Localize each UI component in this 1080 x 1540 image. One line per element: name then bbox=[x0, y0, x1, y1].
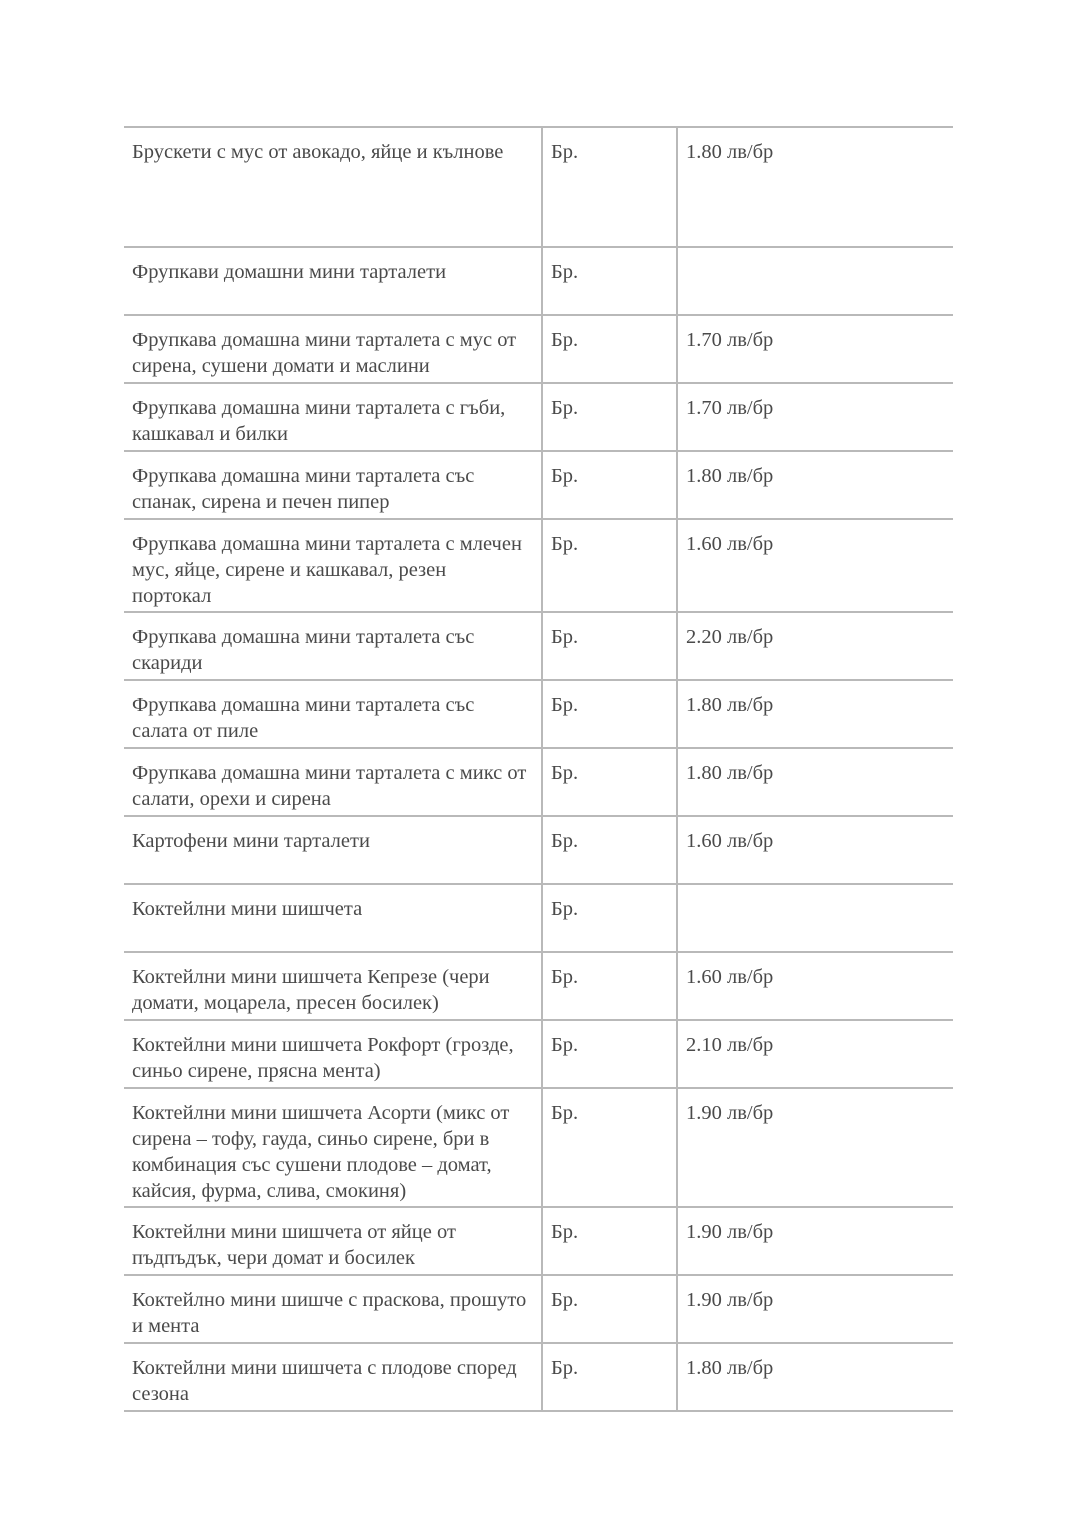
table-row bbox=[124, 612, 953, 680]
item-name: Фрупкава домашна мини тарталета с гъби, кашкавал и билки bbox=[124, 383, 542, 451]
item-price: 1.90 лв/бр bbox=[677, 1275, 953, 1343]
item-price: 1.80 лв/бр bbox=[677, 680, 953, 748]
table-row bbox=[124, 748, 953, 816]
item-name: Брускети с мус от авокадо, яйце и кълнове bbox=[124, 127, 542, 247]
item-unit: Бр. bbox=[542, 612, 677, 680]
table-row bbox=[124, 451, 953, 519]
item-price: 1.80 лв/бр bbox=[677, 748, 953, 816]
table-row bbox=[124, 680, 953, 748]
item-unit: Бр. bbox=[542, 315, 677, 383]
item-unit: Бр. bbox=[542, 519, 677, 612]
item-price: 1.60 лв/бр bbox=[677, 952, 953, 1020]
item-name: Коктейлни мини шишчета Рокфорт (грозде, синьо сирене, прясна мента) bbox=[124, 1020, 542, 1088]
item-name: Коктейлни мини шишчета bbox=[124, 884, 542, 952]
item-unit: Бр. bbox=[542, 127, 677, 247]
table-row bbox=[124, 519, 953, 612]
item-price: 1.60 лв/бр bbox=[677, 816, 953, 884]
item-price: 1.80 лв/бр bbox=[677, 127, 953, 247]
table-row bbox=[124, 247, 953, 315]
table-row bbox=[124, 1207, 953, 1275]
item-name: Фрупкава домашна мини тарталета със спанак, сирена и печен пипер bbox=[124, 451, 542, 519]
item-unit: Бр. bbox=[542, 1275, 677, 1343]
item-price: 1.90 лв/бр bbox=[677, 1088, 953, 1207]
item-price: 2.10 лв/бр bbox=[677, 1020, 953, 1088]
item-unit: Бр. bbox=[542, 451, 677, 519]
item-unit: Бр. bbox=[542, 952, 677, 1020]
table-row bbox=[124, 1088, 953, 1207]
item-unit: Бр. bbox=[542, 1088, 677, 1207]
item-name: Коктейлни мини шишчета Асорти (микс от сирена – тофу, гауда, синьо сирене, бри в комбинация със сушени плодове – домат, кайсия, фурма, слива, смокиня) bbox=[124, 1088, 542, 1207]
item-unit: Бр. bbox=[542, 748, 677, 816]
item-unit: Бр. bbox=[542, 383, 677, 451]
item-unit: Бр. bbox=[542, 816, 677, 884]
item-price bbox=[677, 884, 953, 952]
item-name: Фрупкава домашна мини тарталета със салата от пиле bbox=[124, 680, 542, 748]
price-table bbox=[124, 126, 953, 1412]
table-row bbox=[124, 1343, 953, 1411]
item-price: 1.90 лв/бр bbox=[677, 1207, 953, 1275]
item-name: Фрупкава домашна мини тарталета със скариди bbox=[124, 612, 542, 680]
table-row bbox=[124, 952, 953, 1020]
item-unit: Бр. bbox=[542, 1020, 677, 1088]
item-unit: Бр. bbox=[542, 680, 677, 748]
item-unit: Бр. bbox=[542, 1343, 677, 1411]
item-unit: Бр. bbox=[542, 1207, 677, 1275]
item-price: 1.70 лв/бр bbox=[677, 315, 953, 383]
table-row bbox=[124, 1020, 953, 1088]
item-name: Фрупкави домашни мини тарталети bbox=[124, 247, 542, 315]
item-price bbox=[677, 247, 953, 315]
item-name: Коктейлни мини шишчета от яйце от пъдпъдък, чери домат и босилек bbox=[124, 1207, 542, 1275]
item-price: 1.80 лв/бр bbox=[677, 451, 953, 519]
item-price: 1.60 лв/бр bbox=[677, 519, 953, 612]
item-unit: Бр. bbox=[542, 884, 677, 952]
item-name: Коктейлни мини шишчета с плодове според сезона bbox=[124, 1343, 542, 1411]
item-price: 1.70 лв/бр bbox=[677, 383, 953, 451]
item-unit: Бр. bbox=[542, 247, 677, 315]
item-name: Фрупкава домашна мини тарталета с мус от сирена, сушени домати и маслини bbox=[124, 315, 542, 383]
item-name: Коктейлни мини шишчета Кепрезе (чери домати, моцарела, пресен босилек) bbox=[124, 952, 542, 1020]
table-row bbox=[124, 127, 953, 247]
item-name: Фрупкава домашна мини тарталета с микс от салати, орехи и сирена bbox=[124, 748, 542, 816]
item-price: 2.20 лв/бр bbox=[677, 612, 953, 680]
table-row bbox=[124, 816, 953, 884]
item-name: Картофени мини тарталети bbox=[124, 816, 542, 884]
item-price: 1.80 лв/бр bbox=[677, 1343, 953, 1411]
table-row bbox=[124, 315, 953, 383]
table-row bbox=[124, 383, 953, 451]
item-name: Фрупкава домашна мини тарталета с млечен мус, яйце, сирене и кашкавал, резен портокал bbox=[124, 519, 542, 612]
item-name: Коктейлно мини шишче с праскова, прошуто и мента bbox=[124, 1275, 542, 1343]
table-row bbox=[124, 884, 953, 952]
table-row bbox=[124, 1275, 953, 1343]
